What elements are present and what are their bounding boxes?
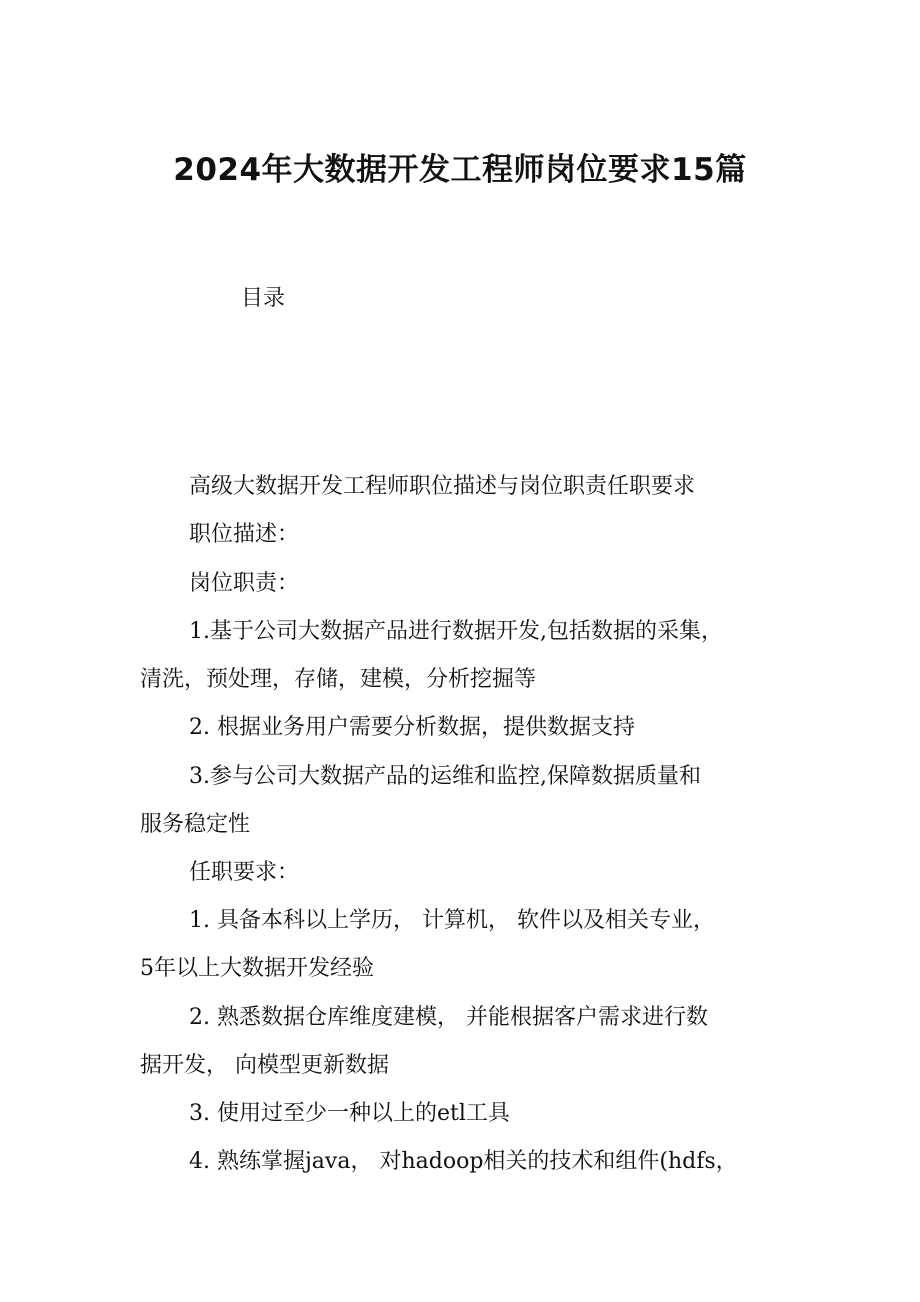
paragraph-line: 职位描述： bbox=[189, 522, 300, 547]
paragraph-line: 4. 熟练掌握java， 对hadoop相关的技术和组件(hdfs， bbox=[189, 1149, 738, 1174]
paragraph-line: 1.基于公司大数据产品进行数据开发,包括数据的采集， bbox=[189, 619, 723, 644]
paragraph-line: 1. 具备本科以上学历， 计算机， 软件以及相关专业， bbox=[189, 908, 715, 933]
paragraph-line: 5年以上大数据开发经验 bbox=[140, 956, 374, 981]
toc-label: 目录 bbox=[241, 286, 286, 311]
paragraph-line: 据开发， 向模型更新数据 bbox=[140, 1053, 389, 1078]
paragraph-line: 2. 根据业务用户需要分析数据，提供数据支持 bbox=[189, 715, 635, 740]
paragraph-line: 服务稳定性 bbox=[140, 812, 251, 837]
paragraph-line: 任职要求： bbox=[189, 860, 300, 885]
paragraph-line: 清洗，预处理，存储，建模，分析挖掘等 bbox=[140, 667, 537, 692]
document-title: 2024年大数据开发工程师岗位要求15篇 bbox=[173, 152, 747, 188]
section-heading: 高级大数据开发工程师职位描述与岗位职责任职要求 bbox=[189, 474, 696, 499]
paragraph-line: 3. 使用过至少一种以上的etl工具 bbox=[189, 1101, 510, 1126]
paragraph-line: 岗位职责： bbox=[189, 571, 300, 596]
paragraph-line: 2. 熟悉数据仓库维度建模， 并能根据客户需求进行数 bbox=[189, 1005, 708, 1030]
paragraph-line: 3.参与公司大数据产品的运维和监控,保障数据质量和 bbox=[189, 764, 701, 789]
